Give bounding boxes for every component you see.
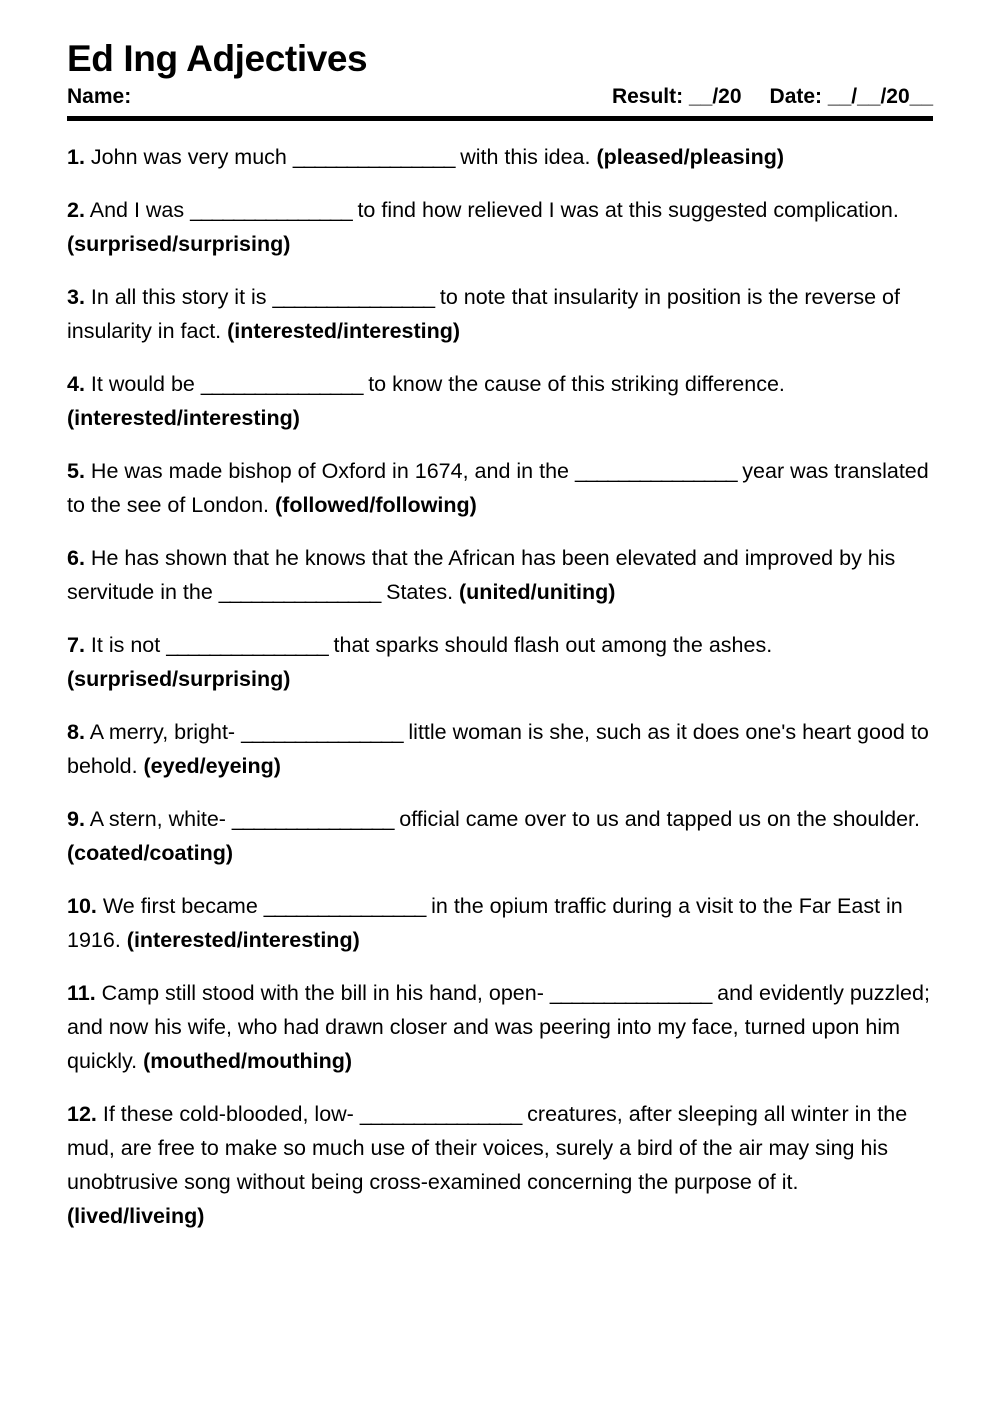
date-field — [770, 85, 933, 109]
question-item — [67, 716, 933, 784]
result-label: Result: — [611, 85, 684, 109]
date-label: Date: — [769, 85, 823, 109]
question-text-before-blank: A merry, bright- — [84, 720, 242, 745]
header-divider — [67, 116, 933, 121]
question-number: 7. — [67, 633, 85, 658]
question-item — [67, 977, 933, 1079]
question-item — [67, 368, 933, 436]
question-text-after-blank: and evidently puzzled; and now his wife, who had drawn closer and was peering into my face, turned upon him quickly. — [67, 980, 930, 1073]
answer-blank[interactable]: _______________ — [574, 459, 737, 484]
result-value[interactable]: __/20 — [688, 85, 742, 109]
question-number: 12. — [67, 1101, 97, 1126]
question-number: 9. — [67, 806, 85, 831]
question-item — [67, 1098, 933, 1234]
question-text-before-blank: It is not — [84, 633, 167, 658]
question-text-before-blank: A stern, white- — [84, 806, 232, 831]
answer-choices: (interested/interesting) — [227, 319, 461, 344]
question-text-after-blank: to find how relieved I was at this suggested complication. — [351, 198, 899, 223]
answer-choices: (surprised/surprising) — [67, 232, 291, 257]
question-text-after-blank: to note that insularity in position is the reverse of insularity in fact. — [67, 285, 900, 344]
answer-choices: (interested/interesting) — [67, 406, 300, 431]
answer-blank[interactable]: _______________ — [272, 285, 434, 310]
answer-blank[interactable]: _______________ — [549, 980, 712, 1005]
question-number: 11. — [67, 980, 96, 1005]
question-item — [67, 281, 933, 349]
question-item — [67, 455, 933, 523]
question-text-before-blank: Camp still stood with the bill in his hand, open- — [95, 980, 550, 1005]
question-number: 4. — [67, 372, 85, 397]
question-number: 5. — [67, 459, 85, 484]
answer-choices: (mouthed/mouthing) — [143, 1048, 353, 1073]
question-text-after-blank: with this idea. — [454, 145, 597, 170]
question-item — [67, 141, 933, 175]
question-text-after-blank: creatures, after sleeping all winter in the mud, are free to make so much use of their voices, surely a bird of the air may sing his unobtrusive song without being cross-examined concerning the purpose of it. — [67, 1101, 908, 1194]
answer-blank[interactable]: _______________ — [241, 720, 403, 745]
question-item — [67, 803, 933, 871]
question-text-after-blank: States. — [380, 580, 460, 605]
question-item — [67, 194, 933, 262]
answer-blank[interactable]: _______________ — [166, 633, 328, 658]
question-text-before-blank: And I was — [84, 198, 191, 223]
answer-blank[interactable]: _______________ — [190, 198, 352, 223]
answer-choices: (coated/coating) — [67, 840, 234, 865]
question-item — [67, 890, 933, 958]
question-number: 6. — [67, 546, 85, 571]
question-text-after-blank: to know the cause of this striking difference. — [362, 372, 785, 397]
answer-blank[interactable]: _______________ — [359, 1101, 522, 1126]
question-text-before-blank: John was very much — [84, 145, 293, 170]
result-field — [612, 85, 742, 109]
answer-blank[interactable]: _______________ — [263, 893, 426, 918]
question-number: 8. — [67, 720, 85, 745]
question-text-after-blank: year was translated to the see of London. — [67, 459, 929, 518]
answer-blank[interactable]: _______________ — [292, 145, 455, 170]
answer-blank[interactable]: _______________ — [218, 580, 381, 605]
answer-choices: (surprised/surprising) — [67, 667, 291, 692]
question-text-before-blank: In all this story it is — [84, 285, 273, 310]
question-text-before-blank: He has shown that he knows that the African has been elevated and improved by his servitude in the — [67, 546, 896, 605]
question-item — [67, 542, 933, 610]
question-text-before-blank: He was made bishop of Oxford in 1674, and in the — [84, 459, 575, 484]
page-title: Ed Ing Adjectives — [67, 38, 368, 79]
question-text-before-blank: If these cold-blooded, low- — [96, 1101, 360, 1126]
answer-choices: (pleased/pleasing) — [596, 145, 785, 170]
header-meta — [612, 85, 933, 109]
worksheet-header-row — [67, 85, 933, 116]
question-text-after-blank: little woman is she, such as it does one's heart good to behold. — [67, 720, 929, 778]
question-text-after-blank: that sparks should flash out among the ashes. — [327, 633, 773, 658]
answer-blank[interactable]: _______________ — [231, 806, 394, 831]
answer-choices: (followed/following) — [275, 493, 477, 518]
name-label: Name: — [67, 85, 132, 109]
answer-choices: (lived/liveing) — [67, 1203, 205, 1228]
question-item — [67, 629, 933, 697]
answer-blank[interactable]: _______________ — [200, 372, 363, 397]
answer-choices: (eyed/eyeing) — [143, 754, 281, 778]
question-number: 2. — [67, 198, 85, 223]
answer-choices: (interested/interesting) — [126, 927, 360, 952]
question-number: 1. — [67, 145, 85, 170]
question-text-before-blank: It would be — [84, 372, 201, 397]
question-number: 3. — [67, 285, 85, 310]
question-text-after-blank: in the opium traffic during a visit to the Far East in 1916. — [67, 893, 903, 952]
questions-list — [67, 141, 933, 1233]
question-text-after-blank: official came over to us and tapped us on the shoulder. — [393, 806, 920, 831]
question-text-before-blank: We first became — [96, 893, 264, 918]
answer-choices: (united/uniting) — [459, 580, 616, 605]
question-number: 10. — [67, 893, 97, 918]
date-value[interactable]: __/__/20__ — [827, 85, 933, 109]
